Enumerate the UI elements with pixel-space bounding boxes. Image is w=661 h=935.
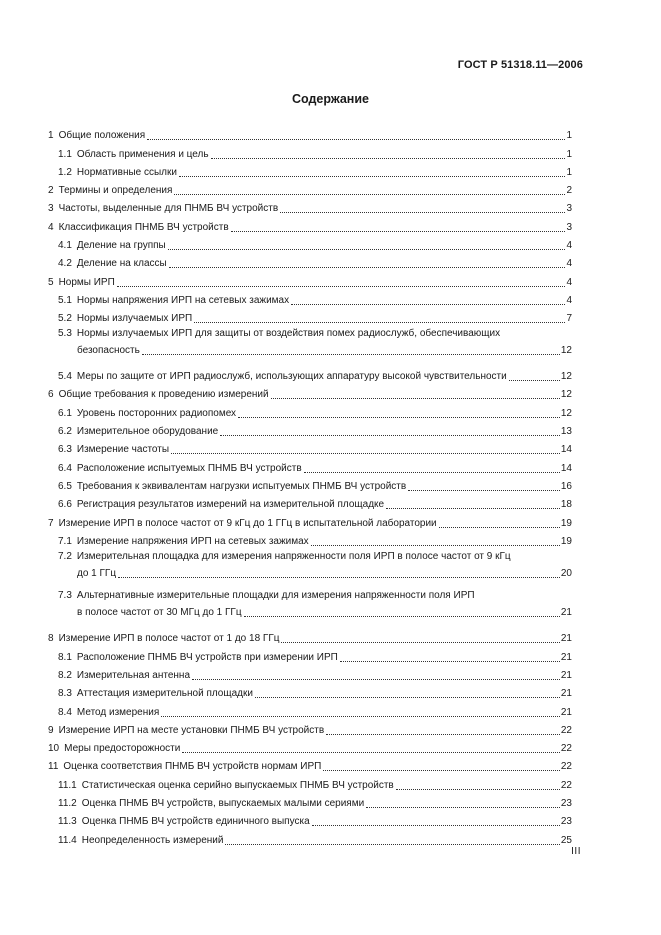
toc-entry-number: 8.4: [58, 706, 72, 718]
toc-entry-page: 21: [560, 633, 572, 645]
toc-entry-page: 14: [560, 462, 572, 474]
toc-entry-title: Измерительная площадка для измерения напряженности поля ИРП в полосе частот от 9 кГц: [76, 550, 511, 562]
toc-entry-number: 8.2: [58, 669, 72, 681]
toc-entry-page: 21: [560, 607, 572, 619]
toc-entry-title: Деление на группы: [76, 240, 166, 252]
toc-entry-title: Частоты, выделенные для ПНМБ ВЧ устройств: [58, 203, 279, 215]
toc-entry-title: Метод измерения: [76, 706, 160, 718]
toc-leader-dots: [366, 799, 560, 808]
toc-entry-page: 16: [560, 480, 572, 492]
toc-entry-page: 2: [566, 185, 572, 197]
toc-entry-number: 5.1: [58, 294, 72, 306]
toc-entry-page: 3: [566, 221, 572, 233]
toc-entry-title: Деление на классы: [76, 258, 167, 270]
toc-entry-page: 21: [560, 706, 572, 718]
toc-entry[interactable]: [48, 234, 572, 252]
toc-entry[interactable]: [48, 420, 572, 438]
toc-leader-dots: [238, 409, 560, 418]
table-of-contents: [48, 124, 572, 847]
toc-entry-number: 5: [48, 276, 54, 288]
toc-entry-title: Неопределенность измерений: [81, 834, 224, 846]
toc-entry-number: 11.2: [58, 797, 77, 809]
toc-entry-number: 11.3: [58, 816, 77, 828]
toc-leader-dots: [182, 744, 560, 753]
toc-leader-dots: [171, 445, 560, 454]
toc-entry-title: Общие требования к проведению измерений: [58, 389, 269, 401]
toc-entry-title: Нормативные ссылки: [76, 166, 177, 178]
toc-leader-dots: [281, 634, 559, 643]
toc-entry-title: Расположение испытуемых ПНМБ ВЧ устройств: [76, 462, 302, 474]
toc-entry-title: Измерение ИРП на месте установки ПНМБ ВЧ устройств: [58, 724, 325, 736]
toc-entry-title: Расположение ПНМБ ВЧ устройств при измерении ИРП: [76, 651, 338, 663]
toc-entry-number: 6.6: [58, 499, 72, 511]
toc-entry-page: 19: [560, 535, 572, 547]
toc-entry[interactable]: [48, 383, 572, 401]
toc-entry[interactable]: [48, 252, 572, 270]
toc-entry-page: 12: [560, 389, 572, 401]
toc-entry-title: Оценка соответствия ПНМБ ВЧ устройств нормам ИРП: [63, 761, 322, 773]
toc-entry-page: 1: [566, 130, 572, 142]
toc-entry-number: 11.1: [58, 779, 77, 791]
toc-entry-page: 18: [560, 499, 572, 511]
toc-leader-dots: [179, 168, 565, 177]
toc-entry[interactable]: [48, 530, 572, 548]
toc-entry-number: 6.5: [58, 480, 72, 492]
toc-entry-page: 4: [566, 240, 572, 252]
toc-entry-title: Измерение напряжения ИРП на сетевых зажимах: [76, 535, 309, 547]
toc-leader-dots: [118, 569, 560, 578]
toc-entry[interactable]: [48, 828, 572, 846]
toc-entry-title: Нормы напряжения ИРП на сетевых зажимах: [76, 294, 290, 306]
toc-entry-number: 4.2: [58, 258, 72, 270]
toc-entry-page: 22: [560, 724, 572, 736]
toc-leader-dots: [174, 186, 565, 195]
toc-entry-title: Меры предосторожности: [64, 743, 181, 755]
toc-entry-number: 5.2: [58, 313, 72, 325]
toc-leader-dots: [509, 372, 560, 381]
toc-entry[interactable]: [48, 810, 572, 828]
toc-entry-number: 7.2: [58, 550, 72, 562]
toc-entry[interactable]: [48, 325, 572, 365]
toc-leader-dots: [291, 296, 565, 305]
toc-entry[interactable]: [48, 627, 572, 645]
toc-entry-number: 10: [48, 743, 60, 755]
toc-entry[interactable]: [48, 475, 572, 493]
toc-entry-page: 21: [560, 688, 572, 700]
toc-entry-number: 4.1: [58, 240, 72, 252]
toc-entry-number: 2: [48, 185, 54, 197]
toc-leader-dots: [211, 150, 566, 159]
toc-entry[interactable]: [48, 161, 572, 179]
toc-entry-number: 5.3: [58, 328, 72, 340]
toc-entry-page: 3: [566, 203, 572, 215]
toc-entry-page: 23: [560, 797, 572, 809]
toc-leader-dots: [169, 259, 566, 268]
toc-entry-number: 11: [48, 761, 59, 773]
toc-leader-dots: [192, 671, 560, 680]
toc-entry-number: 5.4: [58, 371, 72, 383]
toc-leader-dots: [439, 519, 560, 528]
toc-entry[interactable]: [48, 365, 572, 383]
toc-entry-continuation: [58, 605, 572, 619]
toc-entry[interactable]: [48, 493, 572, 511]
toc-entry-title: Оценка ПНМБ ВЧ устройств, выпускаемых малыми сериями: [81, 797, 365, 809]
toc-entry-title-continued: безопасность: [77, 345, 140, 357]
toc-entry-page: 4: [566, 294, 572, 306]
toc-entry-number: 7: [48, 517, 54, 529]
toc-entry-page: 21: [560, 651, 572, 663]
toc-leader-dots: [225, 836, 559, 845]
toc-entry-number: 8.1: [58, 651, 72, 663]
toc-entry-title: Область применения и цель: [76, 148, 209, 160]
toc-entry-title: Регистрация результатов измерений на измерительной площадке: [76, 499, 385, 511]
toc-entry-continuation: [58, 566, 572, 580]
toc-entry[interactable]: [48, 456, 572, 474]
toc-entry-page: 22: [560, 779, 572, 791]
toc-leader-dots: [312, 817, 560, 826]
toc-entry-title: Измерительная антенна: [76, 669, 191, 681]
toc-entry[interactable]: [48, 438, 572, 456]
toc-entry-title-continued: в полосе частот от 30 МГц до 1 ГГц: [77, 607, 242, 619]
toc-entry[interactable]: [48, 142, 572, 160]
toc-entry-number: 7.1: [58, 535, 72, 547]
toc-entry-page: 4: [566, 258, 572, 270]
toc-entry[interactable]: [48, 548, 572, 588]
toc-entry-title: Требования к эквивалентам нагрузки испытуемых ПНМБ ВЧ устройств: [76, 480, 407, 492]
toc-entry-title: Альтернативные измерительные площадки для измерения напряженности поля ИРП: [76, 590, 475, 602]
toc-entry[interactable]: [48, 755, 572, 773]
toc-entry-title: Общие положения: [58, 130, 146, 142]
toc-entry-page: 7: [566, 313, 572, 325]
toc-entry-page: 23: [560, 816, 572, 828]
toc-entry-title: Измерение ИРП в полосе частот от 9 кГц до 1 ГГц в испытательной лаборатории: [58, 517, 437, 529]
toc-entry-page: 14: [560, 444, 572, 456]
toc-entry-number: 7.3: [58, 590, 72, 602]
toc-entry-title: Оценка ПНМБ ВЧ устройств единичного выпуска: [81, 816, 310, 828]
toc-entry-title: Измерение частоты: [76, 444, 170, 456]
toc-leader-dots: [340, 653, 560, 662]
toc-entry-first-line: [58, 328, 500, 343]
toc-entry-page: 12: [560, 371, 572, 383]
toc-entry-title: Уровень посторонних радиопомех: [76, 407, 237, 419]
toc-entry[interactable]: [48, 197, 572, 215]
page-number: III: [571, 846, 581, 857]
toc-entry-number: 3: [48, 203, 54, 215]
toc-entry-title: Статистическая оценка серийно выпускаемых ПНМБ ВЧ устройств: [81, 779, 394, 791]
toc-entry[interactable]: [48, 307, 572, 325]
toc-entry[interactable]: [48, 401, 572, 419]
toc-entry[interactable]: [48, 700, 572, 718]
toc-leader-dots: [244, 608, 560, 617]
toc-entry[interactable]: [48, 289, 572, 307]
toc-entry-page: 12: [560, 407, 572, 419]
toc-entry-page: 4: [566, 276, 572, 288]
toc-entry-title: Меры по защите от ИРП радиослужб, использующих аппаратуру высокой чувствительности: [76, 371, 507, 383]
toc-entry-number: 4: [48, 221, 54, 233]
toc-leader-dots: [147, 131, 565, 140]
toc-leader-dots: [168, 241, 566, 250]
toc-leader-dots: [304, 464, 560, 473]
toc-entry-title: Классификация ПНМБ ВЧ устройств: [58, 221, 229, 233]
toc-leader-dots: [396, 781, 560, 790]
toc-entry-number: 8: [48, 633, 54, 645]
toc-entry-page: 1: [566, 148, 572, 160]
toc-leader-dots: [326, 726, 560, 735]
toc-entry-page: 13: [560, 426, 572, 438]
toc-entry-title: Измерительное оборудование: [76, 426, 219, 438]
toc-entry[interactable]: [48, 773, 572, 791]
document-code: ГОСТ Р 51318.11—2006: [457, 59, 583, 71]
toc-entry[interactable]: [48, 270, 572, 288]
toc-entry-number: 6.2: [58, 426, 72, 438]
toc-entry-page: 1: [566, 166, 572, 178]
toc-entry[interactable]: [48, 645, 572, 663]
toc-entry-page: 20: [560, 567, 572, 579]
toc-entry-page: 22: [560, 761, 572, 773]
toc-leader-dots: [194, 314, 565, 323]
toc-entry-title: Измерение ИРП в полосе частот от 1 до 18 ГГц: [58, 633, 280, 645]
toc-entry[interactable]: [48, 179, 572, 197]
toc-leader-dots: [280, 204, 565, 213]
toc-entry-continuation: [58, 343, 572, 357]
toc-entry[interactable]: [48, 792, 572, 810]
toc-leader-dots: [161, 708, 560, 717]
toc-entry-title-continued: до 1 ГГц: [77, 567, 117, 579]
toc-leader-dots: [117, 278, 566, 287]
toc-entry-number: 6.1: [58, 407, 72, 419]
toc-entry[interactable]: [48, 664, 572, 682]
toc-leader-dots: [311, 537, 560, 546]
toc-entry[interactable]: [48, 719, 572, 737]
toc-entry-number: 1.1: [58, 148, 72, 160]
toc-entry-page: 12: [560, 345, 572, 357]
toc-entry-number: 1.2: [58, 166, 72, 178]
toc-entry-first-line: [58, 551, 511, 566]
toc-entry-title: Термины и определения: [58, 185, 173, 197]
toc-entry-page: 22: [560, 743, 572, 755]
toc-entry-first-line: [58, 590, 475, 605]
toc-leader-dots: [271, 390, 560, 399]
toc-entry-title: Нормы ИРП: [58, 276, 115, 288]
toc-entry-number: 6.4: [58, 462, 72, 474]
toc-entry[interactable]: [48, 124, 572, 142]
toc-entry-page: 21: [560, 669, 572, 681]
toc-entry-number: 11.4: [58, 834, 77, 846]
toc-entry[interactable]: [48, 215, 572, 233]
toc-leader-dots: [231, 223, 566, 232]
toc-entry-number: 6.3: [58, 444, 72, 456]
toc-entry[interactable]: [48, 587, 572, 627]
toc-entry-page: 19: [560, 517, 572, 529]
toc-leader-dots: [255, 689, 560, 698]
toc-entry[interactable]: [48, 737, 572, 755]
toc-entry[interactable]: [48, 682, 572, 700]
toc-entry-page: 25: [560, 834, 572, 846]
toc-entry[interactable]: [48, 511, 572, 529]
toc-entry-title: Нормы излучаемых ИРП для защиты от воздействия помех радиослужб, обеспечивающих: [76, 328, 501, 340]
page-title: Содержание: [291, 92, 369, 106]
toc-entry-number: 1: [48, 130, 54, 142]
toc-leader-dots: [142, 346, 560, 355]
toc-entry-number: 9: [48, 724, 54, 736]
toc-leader-dots: [220, 427, 560, 436]
toc-leader-dots: [323, 762, 560, 771]
toc-leader-dots: [386, 500, 560, 509]
toc-entry-number: 6: [48, 389, 54, 401]
toc-entry-title: Нормы излучаемых ИРП: [76, 313, 193, 325]
toc-leader-dots: [408, 482, 560, 491]
toc-entry-number: 8.3: [58, 688, 72, 700]
toc-entry-title: Аттестация измерительной площадки: [76, 688, 253, 700]
